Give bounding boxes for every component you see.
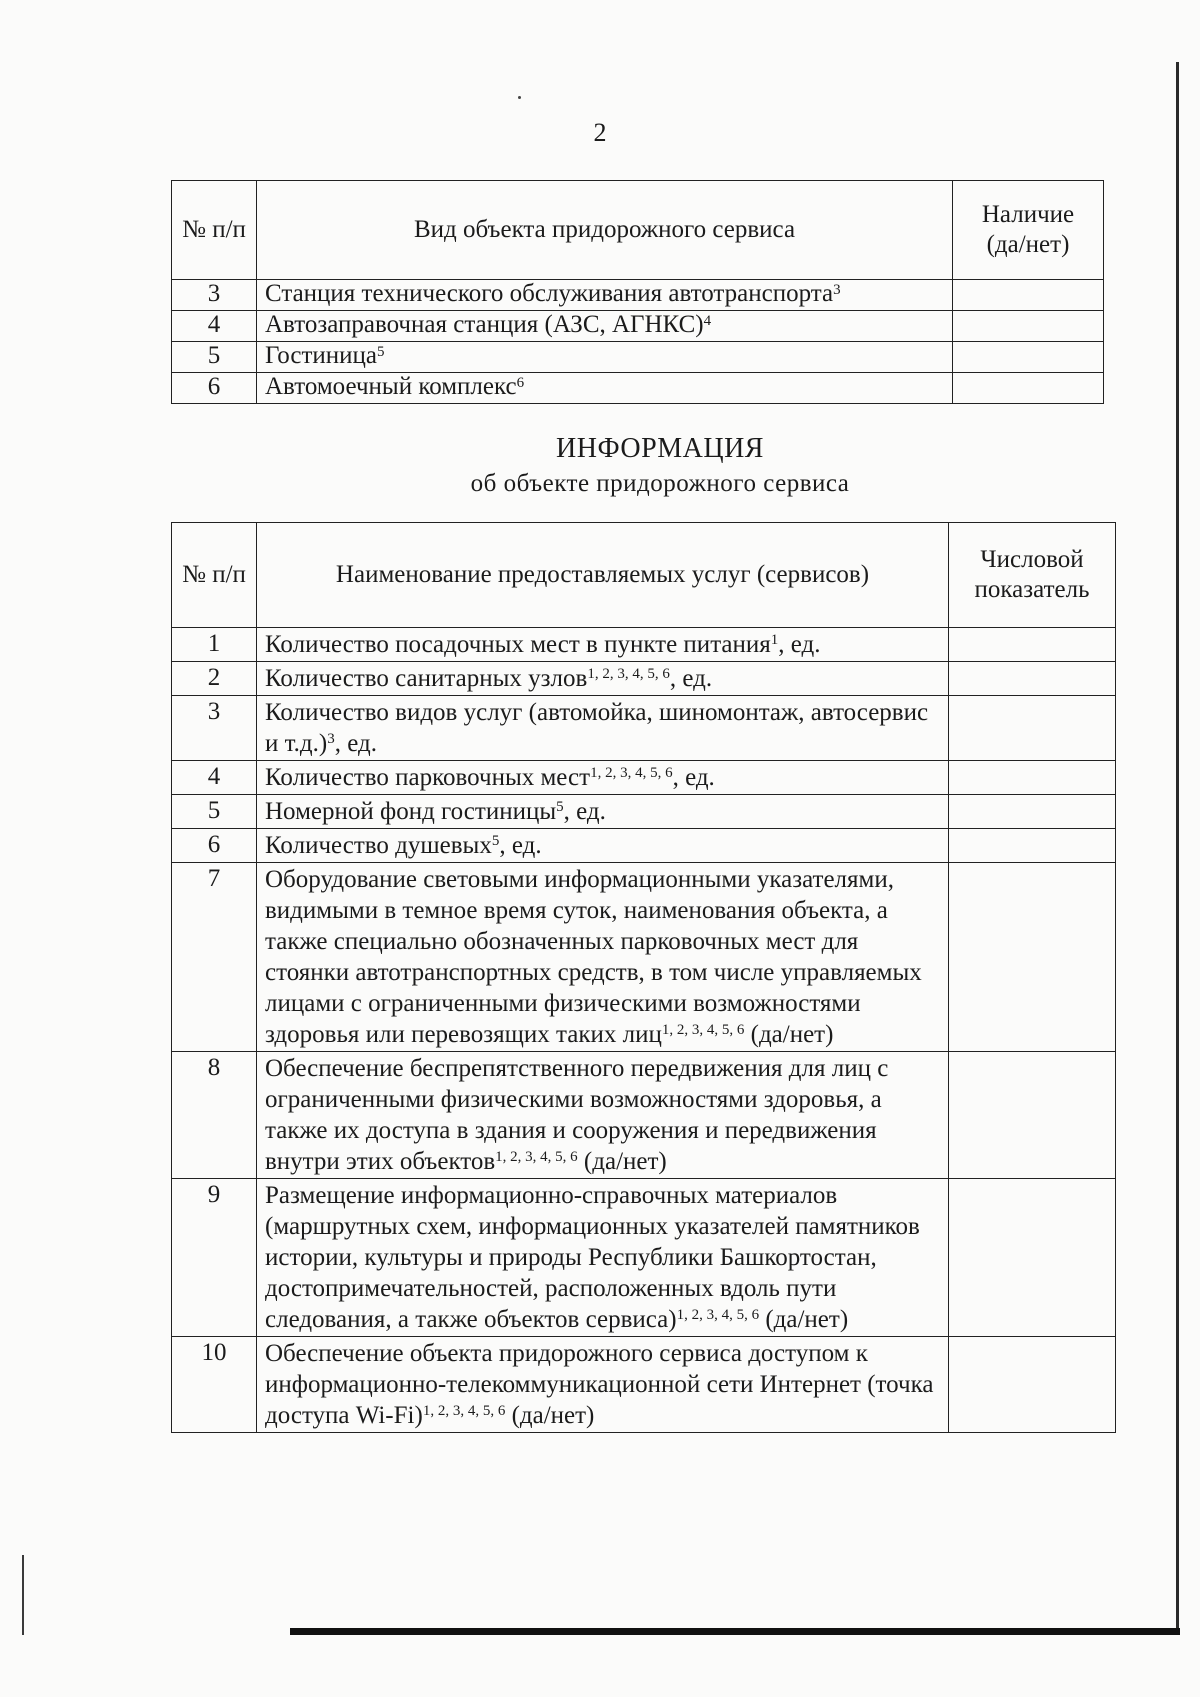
table-row <box>172 1337 1116 1433</box>
row-num: 6 <box>172 373 257 404</box>
services-table <box>171 522 1116 1433</box>
table-header-row <box>172 181 1104 280</box>
table-row <box>172 342 1104 373</box>
row-num: 5 <box>172 342 257 373</box>
row-text: Автомоечный комплекс$^6$ <box>257 373 953 404</box>
header-num: № п/п <box>172 181 257 280</box>
info-subtitle: об объекте придорожного сервиса <box>470 470 850 497</box>
row-text: Размещение информационно-справочных материалов (маршрутных схем, информационных указателей памятников истории, культуры и природы Республики Башкортостан, достопримечательностей, расположенных вдоль пути следования, а также объектов сервиса)$^{1, 2, 3, 4, 5, 6}$ (да/нет) <box>257 1179 949 1337</box>
row-num: 7 <box>172 863 257 1052</box>
row-text: Гостиница$^5$ <box>257 342 953 373</box>
row-text: Обеспечение беспрепятственного передвижения для лиц с ограниченными физическими возможностями здоровья, а также их доступа в здания и сооружения и передвижения внутри этих объектов$^{1, 2, 3, 4, 5, 6}$ (да/нет) <box>257 1052 949 1179</box>
scan-speck <box>518 96 521 99</box>
header-numeric-value: Числовой показатель <box>949 523 1116 628</box>
row-text: Количество посадочных мест в пункте питания$^1$, ед. <box>257 628 949 662</box>
table-row <box>172 311 1104 342</box>
table-row <box>172 662 1116 696</box>
table-header-row <box>172 523 1116 628</box>
row-num: 1 <box>172 628 257 662</box>
row-num: 4 <box>172 311 257 342</box>
row-text: Количество парковочных мест$^{1, 2, 3, 4, 5, 6}$, ед. <box>257 761 949 795</box>
row-text: Количество душевых$^5$, ед. <box>257 829 949 863</box>
row-num: 8 <box>172 1052 257 1179</box>
table-row <box>172 1179 1116 1337</box>
presence-cell[interactable] <box>953 342 1104 373</box>
table-row <box>172 863 1116 1052</box>
header-num: № п/п <box>172 523 257 628</box>
value-cell[interactable] <box>949 761 1116 795</box>
value-cell[interactable] <box>949 1052 1116 1179</box>
presence-cell[interactable] <box>953 280 1104 311</box>
table-row <box>172 373 1104 404</box>
table-row <box>172 761 1116 795</box>
presence-cell[interactable] <box>953 373 1104 404</box>
presence-cell[interactable] <box>953 311 1104 342</box>
value-cell[interactable] <box>949 829 1116 863</box>
table-row <box>172 628 1116 662</box>
row-text: Количество видов услуг (автомойка, шиномонтаж, автосервис и т.д.)$^3$, ед. <box>257 696 949 761</box>
scan-edge-right <box>1176 62 1179 1632</box>
row-num: 9 <box>172 1179 257 1337</box>
row-text: Станция технического обслуживания автотранспорта$^3$ <box>257 280 953 311</box>
table-row <box>172 696 1116 761</box>
table-row <box>172 280 1104 311</box>
value-cell[interactable] <box>949 863 1116 1052</box>
row-text: Оборудование световыми информационными указателями, видимыми в темное время суток, наименования объекта, а также специально обозначенных парковочных мест для стоянки автотранспортных средств, в том числе управляемых лицами с ограниченными физическими возможностями здоровья или перевозящих таких лиц$^{1, 2, 3, 4, 5, 6}$ (да/нет) <box>257 863 949 1052</box>
scan-edge-bottom <box>290 1628 1180 1635</box>
table-row <box>172 1052 1116 1179</box>
row-text: Автозаправочная станция (АЗС, АГНКС)$^4$ <box>257 311 953 342</box>
row-num: 5 <box>172 795 257 829</box>
page-number: 2 <box>593 118 607 147</box>
info-title: ИНФОРМАЦИЯ <box>556 433 764 464</box>
value-cell[interactable] <box>949 795 1116 829</box>
header-object-type: Вид объекта придорожного сервиса <box>257 181 953 280</box>
value-cell[interactable] <box>949 1337 1116 1433</box>
value-cell[interactable] <box>949 662 1116 696</box>
row-num: 6 <box>172 829 257 863</box>
row-num: 3 <box>172 696 257 761</box>
header-presence: Наличие (да/нет) <box>953 181 1104 280</box>
row-num: 4 <box>172 761 257 795</box>
row-text: Количество санитарных узлов$^{1, 2, 3, 4, 5, 6}$, ед. <box>257 662 949 696</box>
row-text: Номерной фонд гостиницы$^5$, ед. <box>257 795 949 829</box>
value-cell[interactable] <box>949 628 1116 662</box>
scan-edge-left <box>22 1555 24 1635</box>
service-objects-table <box>171 180 1104 404</box>
header-service-name: Наименование предоставляемых услуг (сервисов) <box>257 523 949 628</box>
value-cell[interactable] <box>949 696 1116 761</box>
row-num: 2 <box>172 662 257 696</box>
value-cell[interactable] <box>949 1179 1116 1337</box>
row-text: Обеспечение объекта придорожного сервиса доступом к информационно-телекоммуникационной сети Интернет (точка доступа Wi-Fi)$^{1, 2, 3, 4, 5, 6}$ (да/нет) <box>257 1337 949 1433</box>
table-row <box>172 829 1116 863</box>
row-num: 10 <box>172 1337 257 1433</box>
table-row <box>172 795 1116 829</box>
row-num: 3 <box>172 280 257 311</box>
